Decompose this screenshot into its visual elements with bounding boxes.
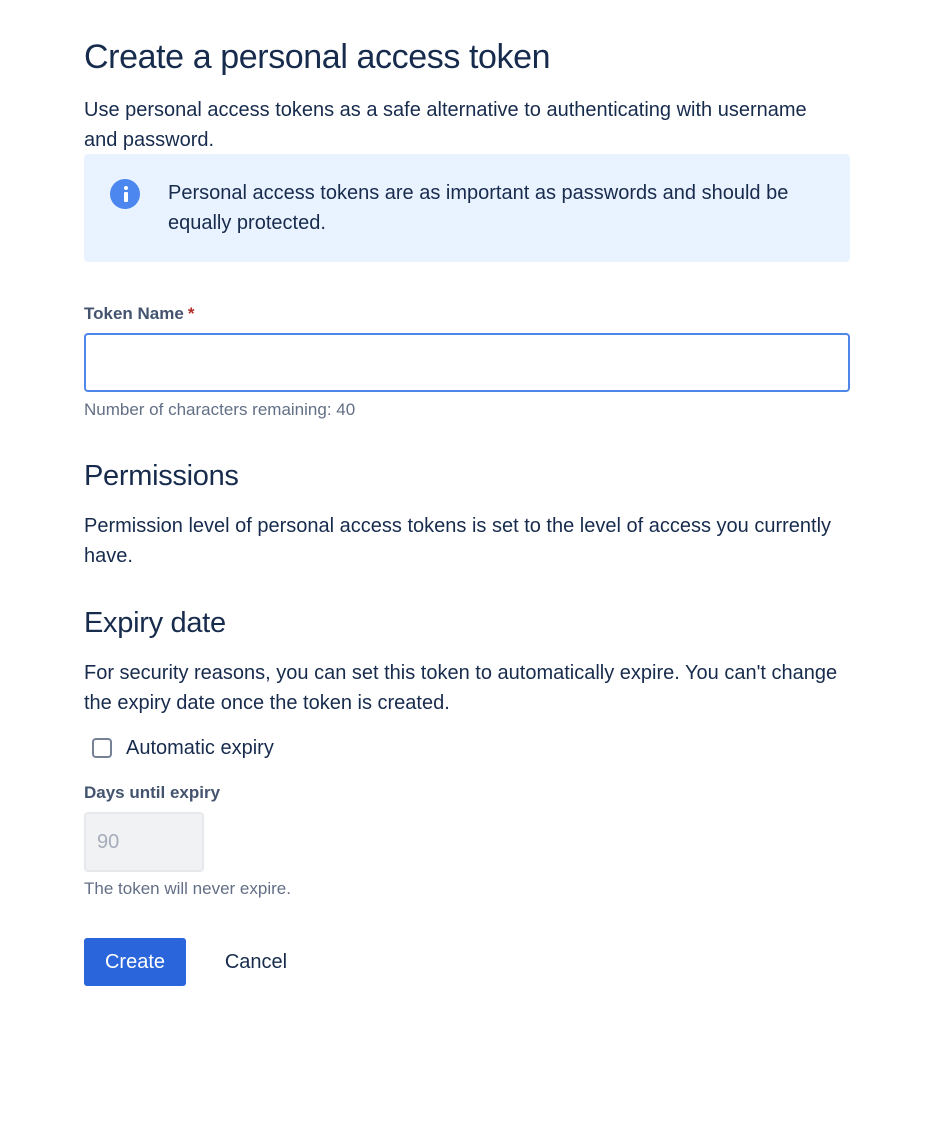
create-button[interactable]: Create [84, 938, 186, 986]
expiry-date-description: For security reasons, you can set this token to automatically expire. You can't change the expiry date once the token is created. [84, 662, 838, 714]
page-intro: Use personal access tokens as a safe alternative to authenticating with username and password. [84, 99, 807, 151]
expiry-status-hint: The token will never expire. [84, 879, 291, 898]
permissions-description: Permission level of personal access tokens is set to the level of access you currently have. [84, 515, 832, 567]
cancel-button[interactable]: Cancel [196, 938, 316, 986]
info-banner [84, 154, 850, 262]
info-icon [110, 179, 140, 209]
info-banner-message: Personal access tokens are as important as passwords and should be equally protected. [168, 182, 789, 234]
characters-remaining-hint: Number of characters remaining: 40 [84, 400, 356, 419]
token-name-label [84, 304, 194, 324]
page-title: Create a personal access token [84, 38, 551, 76]
token-name-input[interactable] [84, 333, 850, 392]
required-marker: * [187, 304, 195, 323]
automatic-expiry-checkbox[interactable] [92, 738, 112, 758]
automatic-expiry-label[interactable]: Automatic expiry [126, 736, 274, 759]
automatic-expiry-option[interactable] [92, 734, 274, 762]
permissions-heading: Permissions [84, 460, 239, 492]
days-until-expiry-label: Days until expiry [84, 783, 221, 802]
token-name-label-text: Token Name [84, 304, 184, 323]
expiry-date-heading: Expiry date [84, 607, 226, 639]
days-until-expiry-input [84, 812, 204, 872]
